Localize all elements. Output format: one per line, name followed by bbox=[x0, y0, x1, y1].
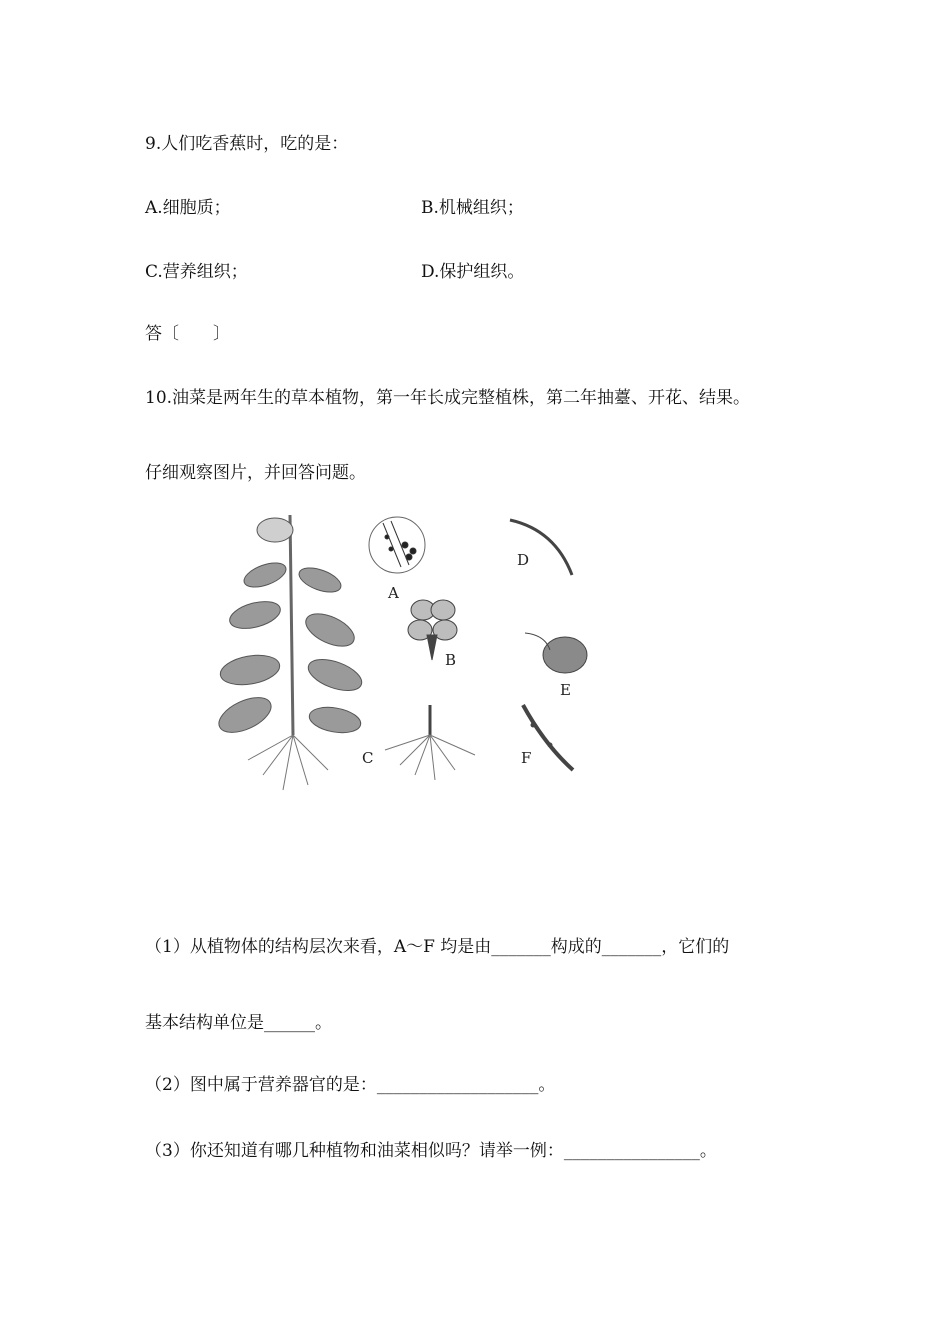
whole-plant-illustration bbox=[214, 515, 366, 790]
figure-label-c: C bbox=[362, 749, 374, 767]
figure-label-f: F bbox=[521, 749, 532, 767]
figure-label-b: B bbox=[445, 651, 457, 669]
figure-label-e: E bbox=[560, 681, 571, 699]
q10-sub1-line2: 基本结构单位是______。 bbox=[145, 1013, 332, 1033]
q10-sub2: （2）图中属于营养器官的是：___________________。 bbox=[145, 1075, 556, 1095]
q10-sub1-line1: （1）从植物体的结构层次来看，A～F 均是由_______构成的_______，它们的 bbox=[145, 937, 730, 957]
q9-option-c: C.营养组织； bbox=[145, 262, 248, 282]
figure-c-root bbox=[385, 705, 475, 780]
q9-answer: 答〔 〕 bbox=[145, 324, 230, 344]
q9-stem: 9.人们吃香蕉时，吃的是： bbox=[145, 134, 349, 154]
q9-option-d: D.保护组织。 bbox=[421, 262, 525, 282]
q10-stem: 10.油菜是两年生的草本植物，第一年长成完整植株，第二年抽薹、开花、结果。 bbox=[145, 388, 751, 408]
figure-e-leaf bbox=[525, 633, 587, 673]
q10-sub3: （3）你还知道有哪几种植物和油菜相似吗？请举一例：________________。 bbox=[145, 1141, 717, 1161]
q9-option-a: A.细胞质； bbox=[145, 198, 231, 218]
rapeseed-plant-figure bbox=[205, 505, 605, 795]
figure-label-a: A bbox=[388, 584, 399, 602]
figure-a-tissue bbox=[369, 517, 425, 573]
q9-option-b: B.机械组织； bbox=[421, 198, 524, 218]
q10-instruction: 仔细观察图片，并回答问题。 bbox=[145, 463, 366, 483]
figure-label-d: D bbox=[517, 551, 530, 569]
